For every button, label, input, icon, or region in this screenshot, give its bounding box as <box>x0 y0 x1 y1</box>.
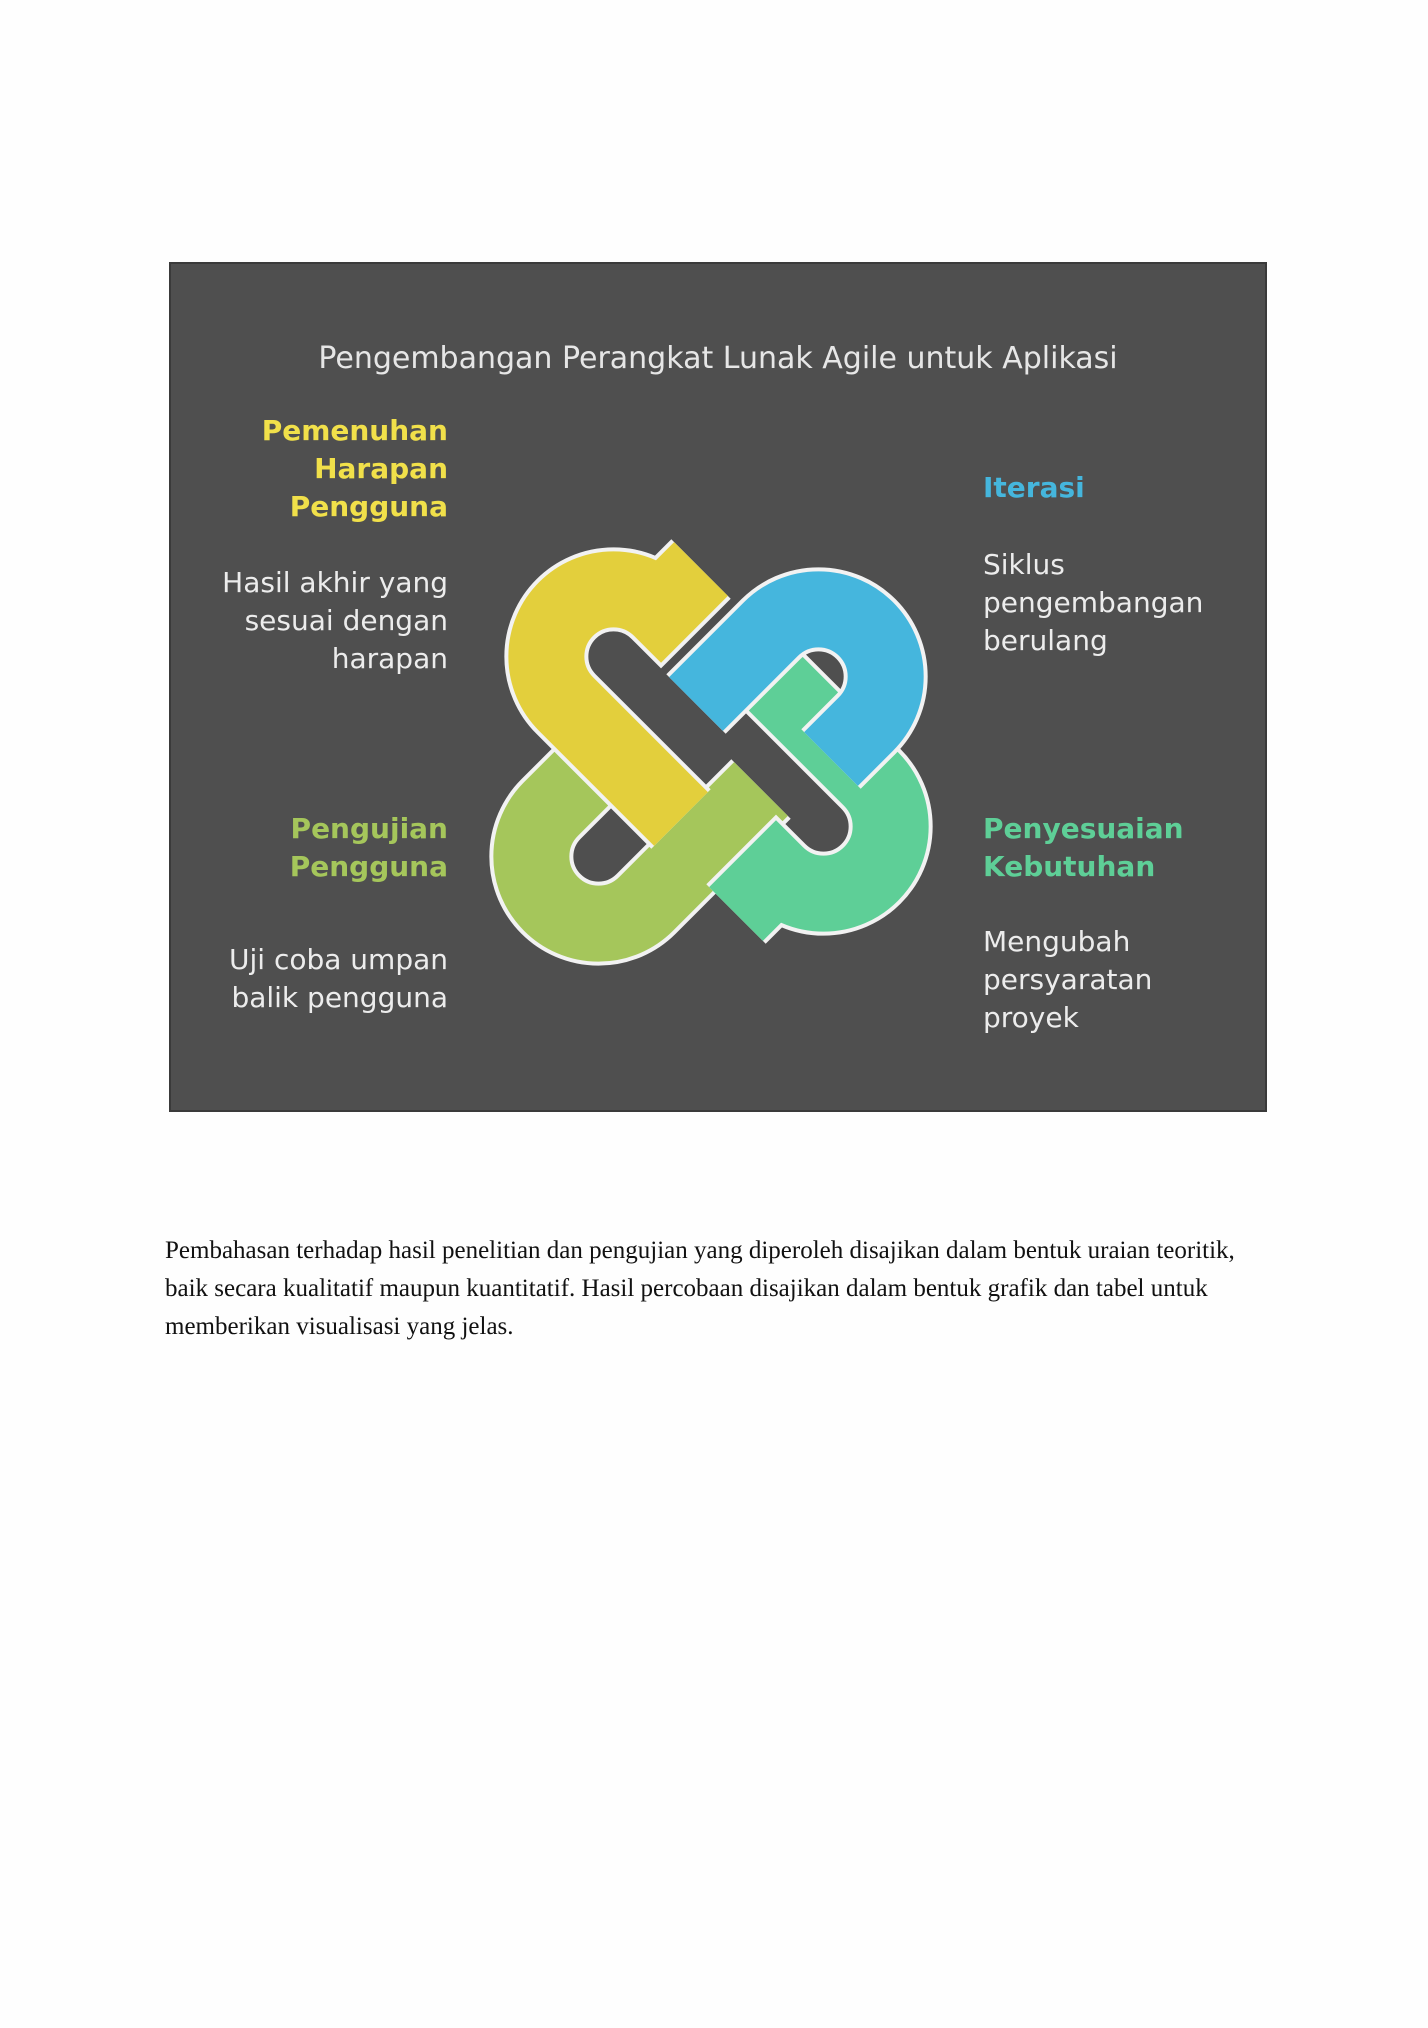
label-iterasi: Iterasi <box>983 471 1085 504</box>
diagram-title: Pengembangan Perangkat Lunak Agile untuk Aplikasi <box>318 341 1118 376</box>
agile-diagram-figure <box>169 262 1267 1112</box>
desc-pemenuhan-harapan: Hasil akhir yang sesuai dengan harapan <box>222 566 448 675</box>
label-pengujian-pengguna: Pengujian Pengguna <box>289 812 448 883</box>
label-penyesuaian-kebutuhan: Penyesuaian Kebutuhan <box>983 812 1184 883</box>
desc-iterasi: Siklus pengembangan berulang <box>983 548 1204 657</box>
desc-pengujian-pengguna: Uji coba umpan balik pengguna <box>228 943 448 1014</box>
label-pemenuhan-harapan: Pemenuhan Harapan Pengguna <box>261 414 448 523</box>
body-paragraph: Pembahasan terhadap hasil penelitian dan pengujian yang diperoleh disajikan dalam bentuk uraian teoritik, baik secara kualitatif maupun kuantitatif. Hasil percobaan disajikan dalam bentuk grafik dan tabel untuk memberikan visualisasi yang jelas. <box>165 1237 1235 1340</box>
desc-penyesuaian-kebutuhan: Mengubah persyaratan proyek <box>983 925 1153 1034</box>
